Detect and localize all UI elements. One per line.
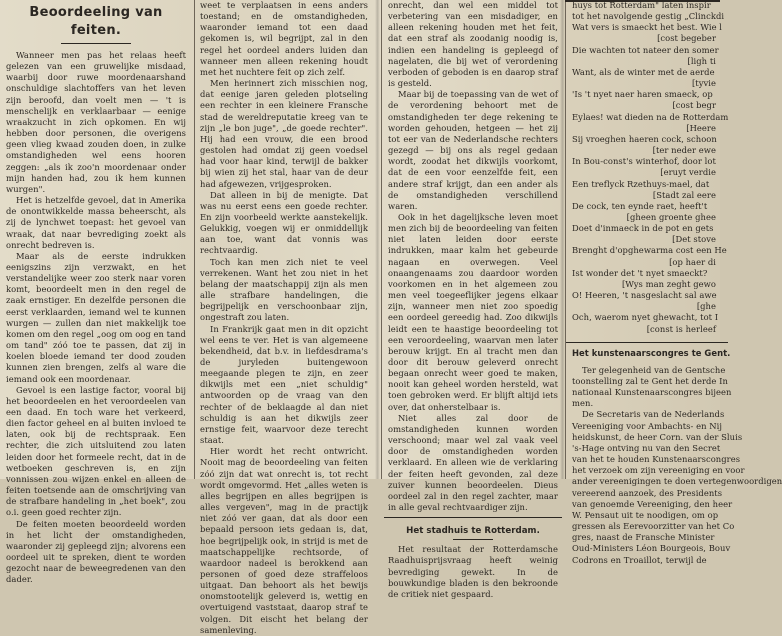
paper-fold: [375, 0, 380, 479]
poem-line: Die wachten tot nateer den somer: [572, 44, 719, 55]
title-rule: [61, 43, 131, 44]
column-rule: [194, 0, 195, 479]
paragraph: Dat alleen in bij de menigte. Dat was nu eerst eens een goede rechter. En zijn voorbeeld werkte aanstekelijk. Gelukkig, voegen wij er onmiddellijk aan toe, want dat vonnis was rechtvaardig.: [200, 189, 368, 256]
kunsten-line: heidskunst, de heer Corn. van der Sluis: [572, 431, 743, 442]
paragraph: Het is hetzelfde gevoel, dat in Amerika de onontwikkelde massa beheerscht, als zij de lynchwet toepast: het gevoel van wraak, dat naar bevrediging zoekt als onrecht bedreven is.: [6, 195, 186, 250]
paper-fold: [560, 0, 565, 479]
kunsten-line: men.: [572, 398, 594, 409]
paragraph: Gevoel is een lastige factor, vooral bij het beoordeelen en het veroordeelen van een daad. En toch ware het verkeerd, dien factor geheel en al buiten invloed te laten, ook bij de rechtspraak. Een rechter, die zich uitsluitend zou laten leiden door het formeele recht, dat in de wetboeken geschreven is, en zijn vonnissen zou wijzen enkel en alleen de feiten toetsende aan de omschrijving van de strafbare handeling in „het boek", zou o.i. geen goed rechter zijn.: [6, 384, 186, 518]
kunsten-line: Ter gelegenheid van de Gentsche: [582, 364, 726, 375]
poem-line: Eylaes! wat dieden na de Rotterdam: [572, 111, 729, 122]
kunsten-article: [572, 364, 782, 566]
kunsten-line: vereerend aanzoek, des Presidents: [572, 487, 723, 498]
kunsten-line: De Secretaris van de Nederlands: [582, 409, 725, 420]
column-1: [6, 0, 186, 585]
poem-line: Sij vroeghen haeren cock, schoon: [572, 133, 717, 144]
poem-line: Ist wonder det 't nyet smaeckt?: [572, 267, 708, 278]
poem-line: Brenght d'opghewarma cost een He: [572, 245, 727, 256]
column-rule: [565, 0, 566, 479]
stadhuis-rule: [453, 539, 493, 540]
paragraph: Wanneer men pas het relaas heeft gelezen van een gruwelijke misdaad, waarbij door ruwe moordenaarshand onschuldige slachtoffers van het leven zijn beroofd, dan voelt men — 't is menschelijk en verklaarbaar — eenige wraakzucht in zich opkomen. En wij hebben door personen, die overigens geen vlieg kwaad zouden doen, in zulke omstandigheden wel eens hooren zeggen: „als ik zoo'n moordenaar onder mijn handen had, zou ik hem kunnen wurgen".: [6, 50, 186, 194]
column-rule: [381, 0, 382, 479]
poem-line: [ter neder ewe: [652, 145, 716, 156]
kunsten-line: nationaal Kunstenaarscongres bijeen: [572, 387, 732, 398]
poem-line: [Det stove: [672, 234, 716, 245]
poem-line: huys tot Rotterdam" laten inspir: [572, 0, 711, 10]
column-3: [388, 0, 558, 599]
kunsten-line: 's-Hage ontving nu van den Secret: [572, 442, 721, 453]
kunsten-line: Codrons en Troaillot, terwijl de: [572, 554, 707, 565]
poem-line: [const is herleef: [646, 323, 716, 334]
kunsten-line: Oud-Ministers Léon Bourgeois, Bouv: [572, 543, 731, 554]
paragraph: Maar als de eerste indrukken eenigszins zijn verzwakt, en het verstandelijke weer zoo sterk naar voren komt, beoordeelt men in den regel de zaak ernstiger. En dezelfde personen die eerst verklaarden, iemand wel te kunnen wurgen — zullen dan niet makkelijk toe komen om den regel „oog om oog en tand om tand" zóó toe te passen, dat zij in koelen bloede iemand ter dood zouden kunnen zien brengen, zelfs al ware die iemand ook een moordenaar.: [6, 250, 186, 384]
paragraph: Niet alles zal door de omstandigheden kunnen worden verschoond; maar wel zal vaak veel door de omstandigheden worden verklaard. En alleen wie de verklaring der feiten heeft gevonden, zal deze zuiver kunnen beoordeelen. Dieus oordeel zal in den regel zachter, maar in alle geval rechtvaardiger zijn.: [388, 412, 558, 513]
column-2: [200, 0, 368, 635]
poem-line: [ligh ti: [687, 55, 716, 66]
kunsten-line: van genoemde Vereeniging, den heer: [572, 498, 733, 509]
column-4: [572, 0, 782, 565]
paragraph: In Frankrijk gaat men in dit opzicht wel eens te ver. Het is van algemeene bekendheid, dat b.v. in liefdesdrama's de juryleden buitengewoon meegaande plegen te zijn, en zeer dikwijls met een „niet schuldig" antwoorden op de vraag van den rechter of de beklaagde al dan niet schuldig is aan het dikwijls zeer ernstige feit, waarvoor deze terecht staat.: [200, 323, 368, 446]
poem-line: tot het navolgende gestig „Clinckdi: [572, 11, 725, 22]
kunsten-line: gressen als Eerevoorzitter van het Co: [572, 521, 735, 532]
poem-line: Doet d'inmaeck in de pot en gets: [572, 223, 714, 234]
poem-line: O! Heeren, 't nasgeslacht sal awe: [572, 290, 717, 301]
kunsten-line: ander vereenigingen te doen vertegenwoordigen: [572, 476, 782, 487]
poem-line: [op haer di: [669, 256, 716, 267]
paragraph: onrecht, dan wel een middel tot verbetering van een misdadiger, en alleen rekening houden met het feit, dat een straf als zoodanig noodig is, indien een handeling is gepleegd of nagelaten, die bij wet of verordening verboden of geboden is en daarop straf is gesteld.: [388, 0, 558, 89]
paragraph: Maar bij de toepassing van de wet of de verordening behoort met de omstandigheden ter dege rekening te worden gehouden, hetgeen — het zij tot eer van de Nederlandsche rechters gezegd — bij ons als regel gedaan wordt, zoodat het dikwijls voorkomt, dat de een voor eenzelfde feit, een andere straf krijgt, dan een ander als de omstandigheden verschillend waren.: [388, 89, 558, 211]
poem-line: De cock, ten eynde raet, heeft't: [572, 200, 708, 211]
poem-line: Och, waerom nyet ghewacht, tot I: [572, 312, 719, 323]
poem-line: In Bou-const's winterhof, door lot: [572, 156, 716, 167]
paragraph: Ook in het dagelijksche leven moet men zich bij de beoordeeling van feiten niet laten leiden door eerste indrukken, maar kalm het gebeurde nagaan en overwegen. Veel onaangenaams zou daardoor worden voorkomen en in het algemeen zou men veel toegeeflijker jegens elkaar zijn, wanneer men niet zoo spoedig een oordeel gereedig had. Zoo dikwijls leidt een te haastige beoordeeling tot een veroordeeling, waarvan men later berouw krijgt. En al tracht men dan door dit berouw geleverd onrecht begaan onrecht weer goed te maken, nooit kan geheel worden hersteld, wat toen gebroken werd. Er blijft altijd iets over, dat onherstelbaar is.: [388, 211, 558, 412]
paragraph: Toch kan men zich niet te veel verrekenen. Want het zou niet in het belang der maatschappij zijn als men alle strafbare handelingen, die begrijpelijk en verschoonbaar zijn, ongestraft zou laten.: [200, 256, 368, 323]
poem: [572, 0, 729, 335]
stadhuis-title: Het stadhuis te Rotterdam.: [406, 526, 540, 537]
poem-line: [cost begr: [672, 100, 716, 111]
poem-line: [Stadt zal eere: [652, 189, 716, 200]
poem-line: 'Is 't nyet naer haren smaeck, op: [572, 89, 713, 100]
poem-line: [ghe: [696, 301, 716, 312]
kunsten-title: Het kunstenaarscongres te Gent.: [572, 347, 731, 358]
poem-line: [Heere: [686, 122, 716, 133]
paragraph: De feiten moeten beoordeeld worden in het licht der omstandigheden, waaronder zij gepleegd zijn; alvorens een oordeel uit te spreken, dient te worden gezocht naar de beweegredenen van den dader.: [6, 518, 186, 585]
stadhuis-paragraph: Het resultaat der Rotterdamsche Raadhuisprijsvraag heeft weinig bevrediging gewekt. In de bouwkundige bladen is den bekroonde de critiek niet gespaard.: [388, 544, 558, 599]
poem-line: Want, als de winter met de aerde: [572, 66, 715, 77]
kunsten-line: Vereeniging voor Ambachts- en Nij: [572, 420, 723, 431]
kunsten-line: van het te houden Kunstenaarscongres: [572, 454, 741, 465]
kunsten-line: gres, naast de Fransche Minister: [572, 532, 715, 543]
poem-line: [eruyt verdie: [660, 167, 716, 178]
poem-line: Een treflyck Rzethuys-mael, dat: [572, 178, 710, 189]
poem-line: [tyvie: [691, 78, 716, 89]
kunsten-line: W. Pensaut uit te noodigen, om op: [572, 509, 719, 520]
poem-line: Wat vers is smaeckt het best. Wie l: [572, 22, 723, 33]
kunsten-line: het verzoek om zijn vereeniging en voor: [572, 465, 745, 476]
paragraph: weet te verplaatsen in eens anders toestand; en de omstandigheden, waaronder iemand tot een daad gekomen is, wil begrijpt, zal in den regel het oordeel anders luiden dan wanneer men alleen rekening houdt met het nuchtere feit op zich zelf.: [200, 0, 368, 77]
paragraph: Hier wordt het recht ontwricht. Nooit mag de beoordeeling van feiten zóó zijn dat wat onrecht is, tot recht wordt omgevormd. Het „alles weten is alles begrijpen en alles begrijpen is alles vergeven", mag in de practijk niet zóó ver gaan, dat als door een bepaald persoon iets gedaan is, dat, hoe begrijpelijk ook, in strijd is met de maatschappelijke rechtsorde, of waardoor nadeel is berokkend aan personen of goed deze straffeloos uitgaat. Dan behoort als het bewijs onomstootelijk geleverd is, wettig en overtuigend vaststaat, daarop straf te volgen. Dit eischt het belang der samenleving.: [200, 446, 368, 635]
article-title: Beoordeeling van feiten.: [29, 5, 163, 38]
paragraph: Men herinnert zich misschien nog, dat eenige jaren geleden plotseling een rechter in een kleinere Fransche stad de wereldreputatie kreeg van te zijn „le bon juge", „de goede rechter". Hij had een vrouw, die een brood gestolen had omdat zij geen voedsel had voor haar kind, terwijl de bakker bij wien zij het stal, haar van de deur had afgewezen, vrijgesproken.: [200, 78, 368, 189]
poem-line: [gheen groente ghee: [626, 211, 716, 222]
poem-line: [Wys man zeght gewo: [621, 278, 716, 289]
poem-line: [cost begeber: [657, 33, 716, 44]
kunsten-line: toonstelling zal te Gent het derde In: [572, 376, 728, 386]
